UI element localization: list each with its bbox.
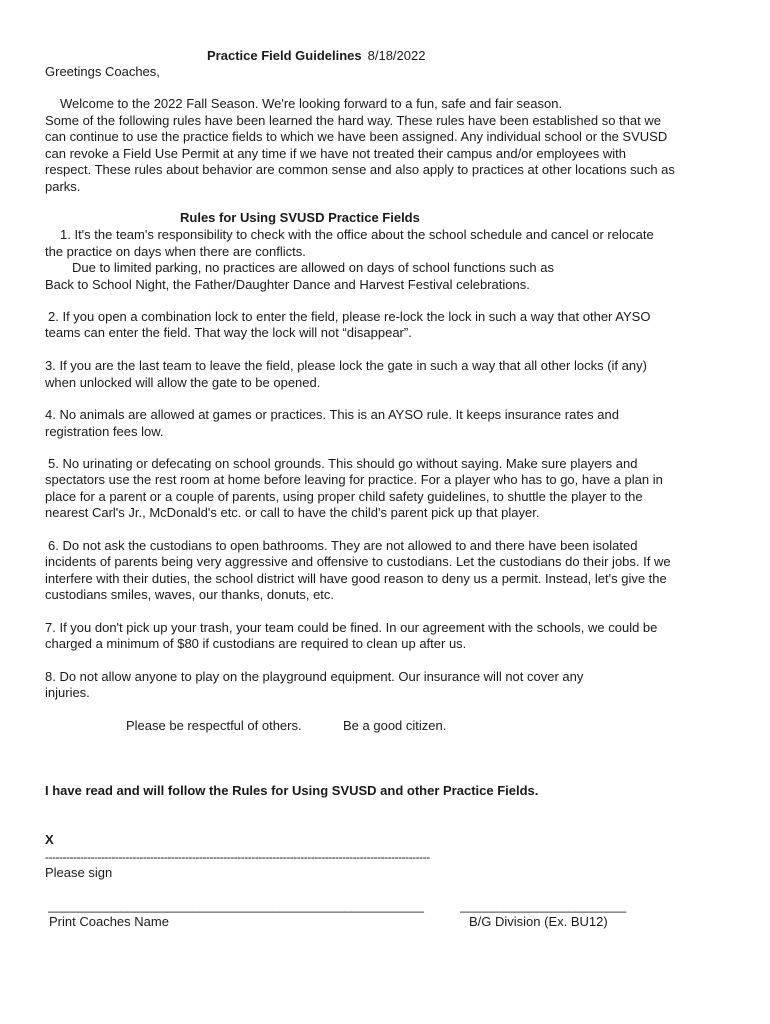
rule-6-line: incidents of parents being very aggressive and offensive to custodians. Let the custodians do their jobs. If we: [45, 554, 671, 569]
rule-8-line: injuries.: [45, 685, 90, 700]
rule-3-line: 3. If you are the last team to leave the field, please lock the gate in such a way that all other locks (if any): [45, 358, 647, 373]
closing-citizen: Be a good citizen.: [343, 718, 447, 733]
intro-line: can revoke a Field Use Permit at any time if we have not treated their campus and/or employees with: [45, 146, 626, 161]
rule-2-line: 2. If you open a combination lock to enter the field, please re-lock the lock in such a way that other AYSO: [48, 309, 651, 324]
rule-6-line: interfere with their duties, the school district will have good reason to deny us a permit. Instead, let's give the: [45, 571, 667, 586]
division-label: B/G Division (Ex. BU12): [469, 914, 608, 929]
division-line[interactable]: _______________________: [460, 898, 627, 913]
print-name-line[interactable]: ____________________________________________________: [48, 898, 424, 913]
signature-label: Please sign: [45, 865, 113, 880]
rule-1-line: 1. It's the team's responsibility to check with the office about the school schedule and cancel or relocate: [60, 227, 654, 242]
title-text: Practice Field Guidelines: [207, 48, 362, 63]
rule-1-line: Due to limited parking, no practices are allowed on days of school functions such as: [72, 260, 554, 275]
rule-7-line: 7. If you don't pick up your trash, your team could be fined. In our agreement with the schools, we could be: [45, 620, 658, 635]
signature-line[interactable]: --------------------------------------------------------------------------------------------------------------: [45, 850, 430, 864]
rule-4-line: registration fees low.: [45, 424, 164, 439]
intro-line: can continue to use the practice fields to which we have been assigned. Any individual school or the SVUSD: [45, 129, 668, 144]
rule-6-line: 6. Do not ask the custodians to open bathrooms. They are not allowed to and there have been isolated: [48, 538, 638, 553]
closing-respect: Please be respectful of others.: [126, 718, 302, 733]
rule-8-line: 8. Do not allow anyone to play on the playground equipment. Our insurance will not cover any: [45, 669, 584, 684]
intro-line: parks.: [45, 179, 81, 194]
signature-mark: X: [45, 832, 54, 847]
rule-4-line: 4. No animals are allowed at games or practices. This is an AYSO rule. It keeps insurance rates and: [45, 407, 619, 422]
rule-7-line: charged a minimum of $80 if custodians are required to clean up after us.: [45, 636, 467, 651]
intro-line: respect. These rules about behavior are common sense and also apply to practices at other locations such as: [45, 162, 675, 177]
rule-1-line: Back to School Night, the Father/Daughter Dance and Harvest Festival celebrations.: [45, 277, 530, 292]
rule-5-line: place for a parent or a couple of parents, using proper child safety guidelines, to shuttle the player to the: [45, 489, 643, 504]
rule-3-line: when unlocked will allow the gate to be opened.: [45, 375, 321, 390]
rule-5-line: spectators use the rest room at home before leaving for practice. For a player who has to go, have a plan in: [45, 472, 663, 487]
intro-line: Welcome to the 2022 Fall Season. We're looking forward to a fun, safe and fair season.: [60, 96, 563, 111]
page-title: [207, 48, 425, 64]
greeting: Greetings Coaches,: [45, 64, 160, 79]
rule-2-line: teams can enter the field. That way the lock will not “disappear”.: [45, 325, 412, 340]
acknowledgement-statement: I have read and will follow the Rules for Using SVUSD and other Practice Fields.: [45, 783, 539, 798]
rule-6-line: custodians smiles, waves, our thanks, donuts, etc.: [45, 587, 335, 602]
print-name-label: Print Coaches Name: [49, 914, 169, 929]
rule-1-line: the practice on days when there are conflicts.: [45, 244, 306, 259]
rule-5-line: nearest Carl's Jr., McDonald's etc. or call to have the child's parent pick up that player.: [45, 505, 540, 520]
rule-5-line: 5. No urinating or defecating on school grounds. This should go without saying. Make sure players and: [48, 456, 638, 471]
document-date: 8/18/2022: [367, 48, 426, 63]
intro-line: Some of the following rules have been learned the hard way. These rules have been established so that we: [45, 113, 661, 128]
rules-heading: Rules for Using SVUSD Practice Fields: [180, 210, 420, 225]
